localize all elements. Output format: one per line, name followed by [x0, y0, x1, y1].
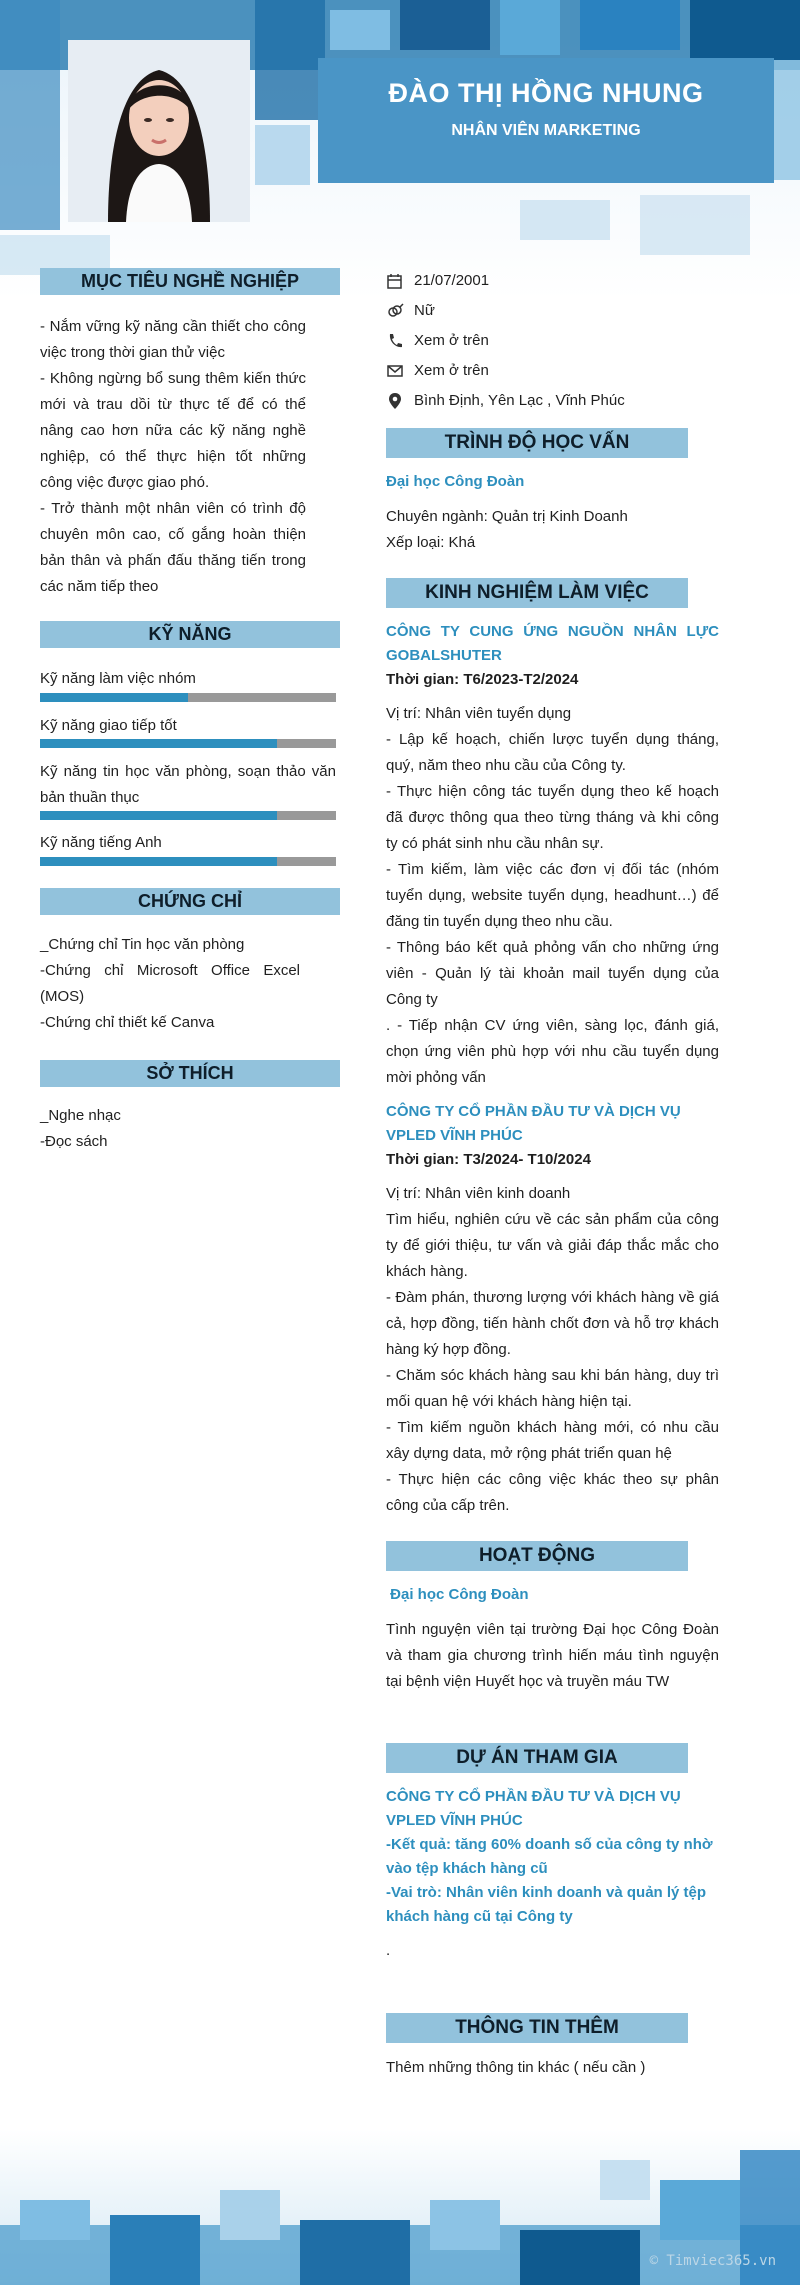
job-line: - Tìm kiếm, làm việc các đơn vị đối tác (nhóm tuyển dụng, website tuyển dụng, headhunt…) để đăng tin tuyển dụng theo nhu cầu.: [386, 861, 719, 930]
footer-decoration: [0, 2130, 800, 2285]
education-details: [386, 504, 716, 556]
phone-icon: [386, 332, 404, 350]
objective-line: - Không ngừng bổ sung thêm kiến thức mới và trau dồi từ thực tế để có thể nâng cao hơn nữa các kỹ năng nghề nghiệp, có thể thực hiện tốt những công việc được giao phó.: [40, 370, 306, 491]
skills-heading: KỸ NĂNG: [40, 621, 340, 648]
job-period: Thời gian: T6/2023-T2/2024: [386, 671, 579, 688]
activities-text: Tình nguyện viên tại trường Đại học Công Đoàn và tham gia chương trình hiến máu tình nguyện tại bệnh viện Huyết học và truyền máu TW: [386, 1621, 719, 1690]
skill-bar-fill: [40, 693, 188, 702]
hobby-item: -Đọc sách: [40, 1133, 108, 1150]
education-major: Chuyên ngành: Quản trị Kinh Doanh: [386, 508, 628, 525]
job-period: Thời gian: T3/2024- T10/2024: [386, 1151, 591, 1168]
job-line: Vị trí: Nhân viên tuyển dụng: [386, 705, 572, 722]
more-info-heading: THÔNG TIN THÊM: [386, 2013, 688, 2043]
job-description: [386, 701, 719, 1091]
phone-text: Xem ở trên: [414, 332, 489, 349]
certificates-heading: CHỨNG CHỈ: [40, 888, 340, 915]
job-line: - Đàm phán, thương lượng với khách hàng về giá cả, hợp đồng, tiến hành chốt đơn và hỗ trợ khách hàng ký hợp đồng.: [386, 1289, 719, 1358]
job-line: Vị trí: Nhân viên kinh doanh: [386, 1185, 571, 1202]
profile-photo: [68, 40, 250, 222]
certificate-item: -Chứng chỉ Microsoft Office Excel (MOS): [40, 962, 300, 1005]
certificate-item: _Chứng chỉ Tin học văn phòng: [40, 936, 245, 953]
job-company: CÔNG TY CỔ PHẦN ĐẦU TƯ VÀ DỊCH VỤ VPLED VĨNH PHÚC: [386, 1103, 681, 1144]
skill-label: Kỹ năng làm việc nhóm: [40, 670, 196, 687]
job-line: . - Tiếp nhận CV ứng viên, sàng lọc, đánh giá, chọn ứng viên phù hợp với nhu cầu tuyển dụng mời phỏng vấn: [386, 1017, 719, 1086]
project-note: .: [386, 1942, 391, 1959]
skill-bar: [40, 811, 336, 820]
skill-label: Kỹ năng giao tiếp tốt: [40, 717, 177, 734]
address-text: Bình Định, Yên Lạc , Vĩnh Phúc: [414, 392, 625, 409]
skill-label: Kỹ năng tiếng Anh: [40, 834, 162, 851]
job-line: - Thực hiện các công việc khác theo sự phân công của cấp trên.: [386, 1471, 719, 1514]
job-line: - Tìm kiếm nguồn khách hàng mới, có nhu cầu xây dựng data, mở rộng phát triển quan hệ: [386, 1419, 719, 1462]
hobby-item: _Nghe nhạc: [40, 1107, 121, 1124]
watermark: © Timviec365.vn: [649, 2253, 776, 2269]
job-company: CÔNG TY CUNG ỨNG NGUỒN NHÂN LỰC GOBALSHUTER: [386, 623, 719, 664]
objective-line: - Nắm vững kỹ năng cần thiết cho công việc trong thời gian thử việc: [40, 318, 306, 361]
project-result: -Kết quả: tăng 60% doanh số của công ty nhờ vào tệp khách hàng cũ: [386, 1836, 713, 1877]
project-role: -Vai trò: Nhân viên kinh doanh và quản lý tệp khách hàng cũ tại Công ty: [386, 1884, 707, 1925]
gender-icon: [386, 302, 404, 320]
skill-bar-fill: [40, 739, 277, 748]
project-company: CÔNG TY CỔ PHẦN ĐẦU TƯ VÀ DỊCH VỤ VPLED VĨNH PHÚC: [386, 1788, 681, 1829]
education-rank: Xếp loại: Khá: [386, 534, 476, 551]
activities-heading: HOẠT ĐỘNG: [386, 1541, 688, 1571]
skill-bar: [40, 739, 336, 748]
job-title: NHÂN VIÊN MARKETING: [451, 122, 641, 139]
email-text: Xem ở trên: [414, 362, 489, 379]
projects-heading: DỰ ÁN THAM GIA: [386, 1743, 688, 1773]
job-line: - Thông báo kết quả phỏng vấn cho những ứng viên - Quản lý tài khoản mail tuyển dụng của Công ty: [386, 939, 719, 1008]
full-name: ĐÀO THỊ HỒNG NHUNG: [388, 78, 704, 108]
job-line: - Thực hiện công tác tuyển dụng theo kế hoạch đã được thông qua theo từng tháng và khi công ty có phát sinh nhu cầu nhân sự.: [386, 783, 719, 852]
experience-heading: KINH NGHIỆM LÀM VIỆC: [386, 578, 688, 608]
job-line: Tìm hiểu, nghiên cứu về các sản phẩm của công ty để giới thiệu, tư vấn và giải đáp thắc mắc cho khách hàng.: [386, 1211, 719, 1280]
skill-label: Kỹ năng tin học văn phòng, soạn thảo văn bản thuần thục: [40, 763, 336, 806]
gender-text: Nữ: [414, 302, 435, 319]
calendar-icon: [386, 272, 404, 290]
education-school: Đại học Công Đoàn: [386, 473, 525, 490]
email-icon: [386, 362, 404, 380]
more-info-text: Thêm những thông tin khác ( nếu cần ): [386, 2059, 646, 2076]
birthday-text: 21/07/2001: [414, 272, 490, 289]
job-line: - Lập kế hoạch, chiến lược tuyển dụng tháng, quý, năm theo nhu cầu của Công ty.: [386, 731, 719, 774]
skill-bar: [40, 857, 336, 866]
activities-org: Đại học Công Đoàn: [386, 1586, 529, 1603]
job-line: - Chăm sóc khách hàng sau khi bán hàng, duy trì mối quan hệ với khách hàng hiện tại.: [386, 1367, 719, 1410]
objective-heading: MỤC TIÊU NGHỀ NGHIỆP: [40, 268, 340, 295]
education-heading: TRÌNH ĐỘ HỌC VẤN: [386, 428, 688, 458]
hobbies-heading: SỞ THÍCH: [40, 1060, 340, 1087]
objective-text: [40, 314, 306, 600]
job-description: [386, 1181, 719, 1519]
certificates-list: [40, 932, 300, 1036]
objective-line: - Trở thành một nhân viên có trình độ chuyên môn cao, cố gắng hoàn thiện bản thân và phấn đấu thăng tiến trong các năm tiếp theo: [40, 500, 306, 595]
hobbies-list: [40, 1103, 300, 1155]
skill-bar: [40, 693, 336, 702]
certificate-item: -Chứng chỉ thiết kế Canva: [40, 1014, 215, 1031]
skill-bar-fill: [40, 857, 277, 866]
skill-bar-fill: [40, 811, 277, 820]
location-icon: [386, 392, 404, 410]
name-banner: [318, 58, 774, 183]
